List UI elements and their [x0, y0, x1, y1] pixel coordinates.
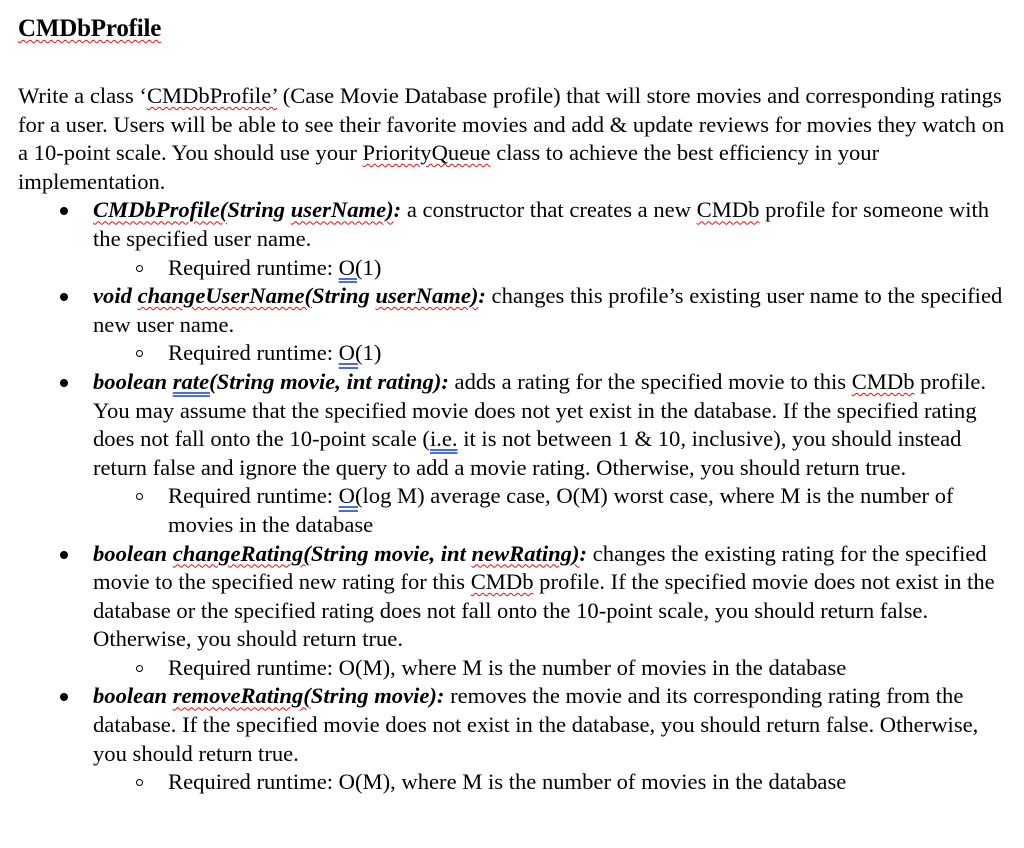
method-item	[18, 368, 1010, 540]
text-run: boolean	[93, 683, 173, 709]
text-run: boolean	[93, 368, 173, 394]
bullet-circle-icon	[136, 493, 143, 500]
method-signature	[93, 541, 587, 566]
text-run: 1)	[362, 254, 382, 280]
bullet-circle-icon	[136, 350, 143, 357]
text-run: String	[312, 283, 376, 309]
text-run: O(	[338, 254, 363, 280]
text-run: log M) average case, O(M) worst case, where M is the number of movies in the database	[168, 483, 954, 537]
bullet-dot-icon	[60, 293, 68, 301]
method-signature	[93, 683, 444, 708]
text-run: CMDbProfile(	[93, 197, 228, 223]
text-run: O(	[338, 340, 363, 366]
runtime-requirement	[93, 654, 1010, 683]
bullet-circle-icon	[136, 779, 143, 786]
text-run: :	[579, 540, 588, 566]
text-run: (Case Movie Database profile) that will store movies and corresponding ratings for a user. Users will be able to see their favorite movies and add & update reviews for movies they watch on a 10-point scale. You should use your	[18, 83, 1005, 166]
text-run: Required runtime: O(M), where M is the number of movies in the database	[168, 654, 847, 680]
method-signature	[93, 369, 449, 394]
text-run: userName)	[375, 283, 479, 309]
bullet-dot-icon	[60, 207, 68, 215]
runtime-requirement	[93, 768, 1010, 797]
method-item	[18, 282, 1010, 368]
text-run: it is not between 1 & 10, inclusive), you should instead return false and ignore the query to add a movie rating. Otherwise, you should return true.	[93, 426, 962, 480]
bullet-circle-icon	[136, 665, 143, 672]
text-run: Required runtime:	[168, 254, 339, 280]
text-run: String	[227, 197, 291, 223]
text-run: adds a rating for the specified movie to this	[448, 368, 852, 394]
runtime-text	[168, 483, 954, 537]
text-run: changes this profile’s existing user name to the specified new user name.	[93, 283, 1003, 337]
text-run: rate(	[172, 368, 217, 394]
text-run: boolean	[93, 540, 173, 566]
text-run: CMDb	[470, 569, 534, 595]
method-item	[18, 682, 1010, 796]
runtime-requirement	[93, 339, 1010, 368]
text-run: profile for someone with the specified user name.	[93, 197, 990, 251]
method-item	[18, 196, 1010, 282]
text-run: String movie, int	[310, 540, 472, 566]
runtime-sublist	[93, 482, 1010, 539]
text-run: void	[93, 283, 138, 309]
text-run: O(	[338, 483, 363, 509]
text-run: Required runtime:	[168, 340, 339, 366]
runtime-requirement	[93, 254, 1010, 283]
runtime-sublist	[93, 339, 1010, 368]
text-run: removes the movie and its corresponding rating from the database. If the specified movie does not exist in the database, you should return false. Otherwise, you should return true.	[93, 683, 979, 766]
text-run: profile. You may assume that the specified movie does not yet exist in the database. If the specified rating does not fall onto the 10-point scale (	[93, 368, 987, 452]
text-run: CMDb	[851, 368, 915, 394]
text-run: newRating)	[471, 540, 580, 566]
text-run: :	[478, 283, 486, 309]
bullet-dot-icon	[60, 693, 68, 701]
text-run: Write a class ‘	[18, 83, 147, 108]
text-run: changes the existing rating for the specified movie to the specified new rating for this	[93, 540, 987, 595]
runtime-sublist	[93, 654, 1010, 683]
runtime-sublist	[93, 254, 1010, 283]
text-run: 1)	[362, 340, 382, 366]
text-run: Required runtime: O(M), where M is the number of movies in the database	[168, 769, 847, 795]
text-run: CMDbProfile’	[146, 83, 278, 108]
text-run: profile. If the specified movie does not exist in the database or the specified rating does not fall onto the 10-point scale, you should return false. Otherwise, you should return true.	[93, 569, 995, 652]
runtime-text	[168, 340, 381, 365]
text-run: i.e.	[429, 426, 458, 452]
text-run: :	[393, 197, 402, 223]
text-run: Required runtime:	[168, 483, 339, 509]
method-signature	[93, 197, 401, 222]
method-signature	[93, 283, 486, 308]
bullet-dot-icon	[60, 551, 68, 559]
text-run: changeRating(	[172, 540, 311, 566]
document-title	[18, 12, 1010, 46]
method-item	[18, 540, 1010, 683]
title-text: CMDbProfile	[18, 15, 162, 42]
text-run: changeUserName(	[137, 283, 313, 309]
text-run: userName)	[290, 197, 394, 223]
runtime-text	[168, 769, 846, 794]
text-run: String movie, int rating):	[216, 368, 449, 394]
method-list	[18, 196, 1010, 796]
bullet-dot-icon	[60, 379, 68, 387]
text-run: class to achieve the best efficiency in your implementation.	[18, 140, 880, 194]
runtime-text	[168, 655, 846, 680]
text-run: a constructor that creates a new	[401, 197, 697, 223]
runtime-requirement	[93, 482, 1010, 539]
intro-paragraph	[18, 82, 1010, 196]
text-run: CMDb	[696, 197, 760, 223]
text-run: String movie):	[310, 683, 445, 709]
runtime-text	[168, 255, 381, 280]
bullet-circle-icon	[136, 265, 143, 272]
runtime-sublist	[93, 768, 1010, 797]
text-run: PriorityQueue	[362, 140, 491, 166]
text-run: removeRating(	[172, 683, 311, 709]
